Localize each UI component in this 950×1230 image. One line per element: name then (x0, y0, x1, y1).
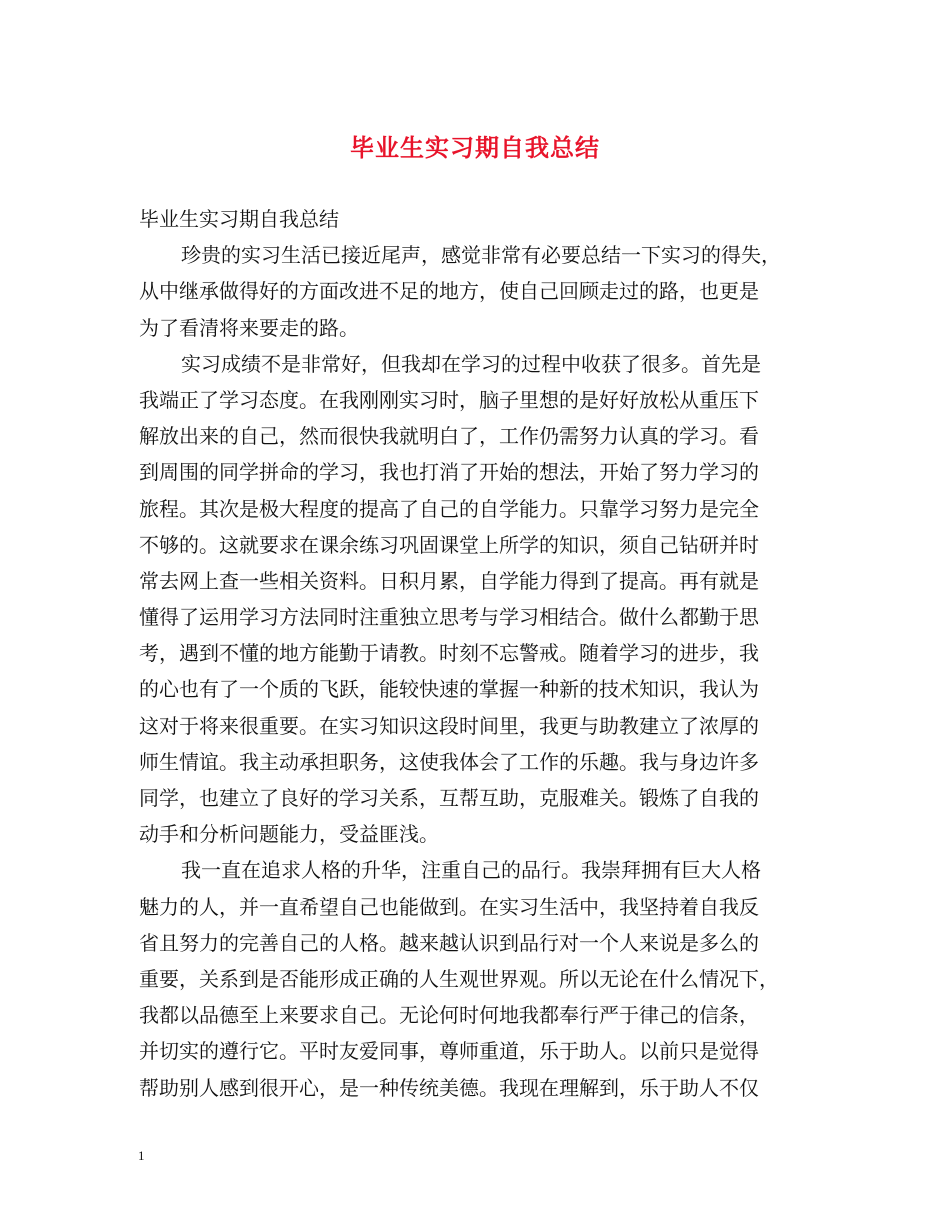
body-line: 实习成绩不是非常好，但我却在学习的过程中收获了很多。首先是 (181, 351, 761, 376)
body-line: 师生情谊。我主动承担职务，这使我体会了工作的乐趣。我与身边许多 (139, 749, 759, 774)
body-line: 解放出来的自己，然而很快我就明白了，工作仍需努力认真的学习。看 (139, 424, 759, 449)
body-line: 同学，也建立了良好的学习关系，互帮互助，克服难关。锻炼了自我的 (139, 786, 759, 810)
body-line: 这对于将来很重要。在实习知识这段时间里，我更与助教建立了浓厚的 (139, 713, 759, 738)
body-line: 为了看清将来要走的路。 (139, 315, 359, 340)
body-line: 考，遇到不懂的地方能勤于请教。时刻不忘警戒。随着学习的进步，我 (139, 641, 759, 666)
body-line: 到周围的同学拼命的学习，我也打消了开始的想法，开始了努力学习的 (139, 460, 759, 485)
body-line: 珍贵的实习生活已接近尾声，感觉非常有必要总结一下实习的得失， (181, 243, 781, 268)
body-line: 不够的。这就要求在课余练习巩固课堂上所学的知识，须自己钻研并时 (139, 532, 759, 557)
body-line: 并切实的遵行它。平时友爱同事，尊师重道，乐于助人。以前只是觉得 (139, 1039, 759, 1064)
body-line: 我端正了学习态度。在我刚刚实习时，脑子里想的是好好放松从重压下 (139, 387, 759, 412)
body-line: 旅程。其次是极大程度的提高了自己的自学能力。只靠学习努力是完全 (139, 496, 759, 521)
body-line: 的心也有了一个质的飞跃，能较快速的掌握一种新的技术知识，我认为 (139, 677, 759, 702)
body-line: 我一直在追求人格的升华，注重自己的品行。我崇拜拥有巨大人格 (181, 858, 761, 883)
body-line: 动手和分析问题能力，受益匪浅。 (139, 822, 439, 847)
body-line: 懂得了运用学习方法同时注重独立思考与学习相结合。做什么都勤于思 (139, 605, 759, 630)
body-line: 帮助别人感到很开心，是一种传统美德。我现在理解到，乐于助人不仅 (139, 1075, 759, 1100)
body-line: 从中继承做得好的方面改进不足的地方，使自己回顾走过的路，也更是 (139, 279, 759, 304)
body-line: 我都以品德至上来要求自己。无论何时何地我都奉行严于律己的信条， (139, 1003, 759, 1028)
body-line: 省且努力的完善自己的人格。越来越认识到品行对一个人来说是多么的 (139, 930, 759, 955)
page-number: 1 (138, 1148, 145, 1163)
body-line: 魅力的人，并一直希望自己也能做到。在实习生活中，我坚持着自我反 (139, 894, 759, 919)
body-line: 常去网上查一些相关资料。日积月累，自学能力得到了提高。再有就是 (139, 568, 759, 593)
body-line: 重要，关系到是否能形成正确的人生观世界观。所以无论在什么情况下， (139, 966, 779, 991)
body-subtitle: 毕业生实习期自我总结 (139, 207, 339, 231)
document-title: 毕业生实习期自我总结 (350, 133, 600, 162)
document-body (139, 201, 815, 1106)
